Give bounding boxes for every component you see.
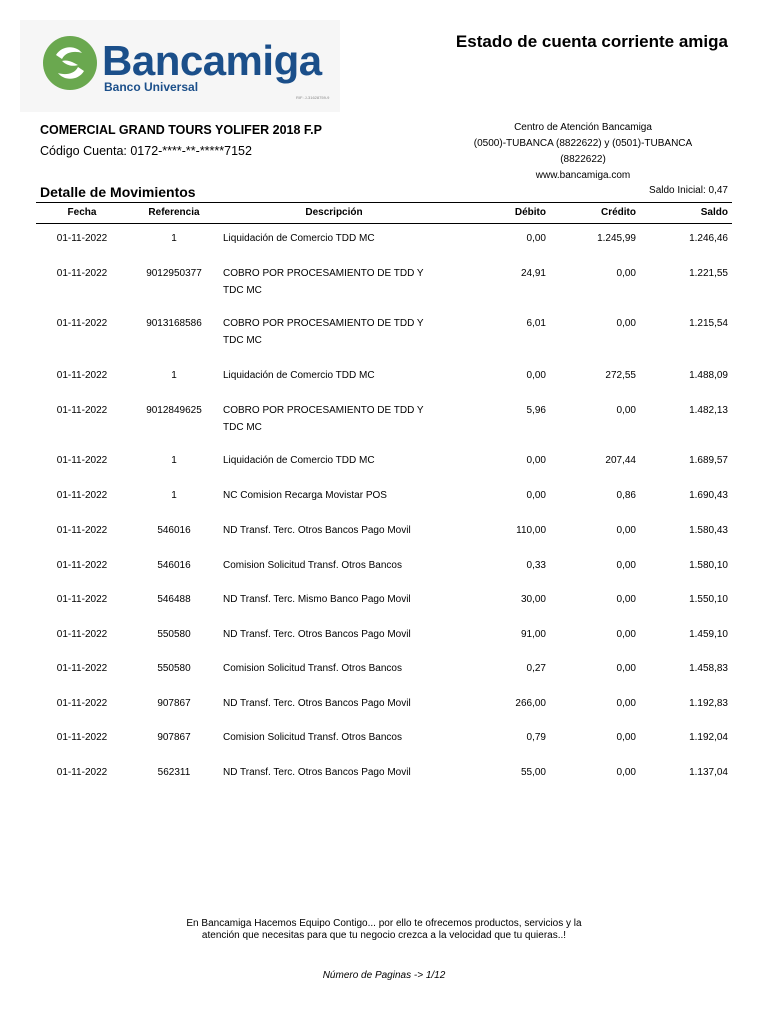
row-credito: 0,86 bbox=[616, 490, 636, 501]
row-saldo: 1.580,10 bbox=[689, 560, 728, 571]
row-saldo: 1.482,13 bbox=[689, 405, 728, 416]
contact-center: Centro de Atención Bancamiga bbox=[514, 122, 652, 133]
client-name: COMERCIAL GRAND TOURS YOLIFER 2018 F.P bbox=[40, 123, 322, 137]
footer-message: En Bancamiga Hacemos Equipo Contigo... por ello te ofrecemos productos, servicios y la atención que necesitas para que tu negocio crezca a la velocidad que tu quieras..! bbox=[186, 918, 582, 941]
row-fecha: 01-11-2022 bbox=[56, 594, 108, 605]
row-saldo: 1.459,10 bbox=[689, 629, 728, 640]
row-debito: 6,01 bbox=[526, 318, 546, 329]
row-fecha: 01-11-2022 bbox=[56, 663, 108, 674]
row-fecha: 01-11-2022 bbox=[56, 629, 108, 640]
row-saldo: 1.690,43 bbox=[689, 490, 728, 501]
row-referencia: 562311 bbox=[157, 767, 191, 778]
bank-logo-icon bbox=[42, 35, 98, 91]
header-debito: Débito bbox=[514, 207, 546, 218]
row-fecha: 01-11-2022 bbox=[56, 233, 108, 244]
row-referencia: 9013168586 bbox=[146, 318, 202, 329]
row-referencia: 907867 bbox=[157, 698, 191, 709]
row-credito: 0,00 bbox=[616, 594, 636, 605]
row-descripcion: Comision Solicitud Transf. Otros Bancos bbox=[223, 663, 402, 674]
row-credito: 0,00 bbox=[616, 732, 636, 743]
movements-title: Detalle de Movimientos bbox=[40, 184, 196, 200]
row-saldo: 1.458,83 bbox=[689, 663, 728, 674]
row-fecha: 01-11-2022 bbox=[56, 318, 108, 329]
header-saldo: Saldo bbox=[700, 207, 728, 218]
row-saldo: 1.550,10 bbox=[689, 594, 728, 605]
row-referencia: 550580 bbox=[157, 629, 191, 640]
row-referencia: 9012950377 bbox=[146, 268, 202, 279]
row-debito: 24,91 bbox=[520, 268, 546, 279]
row-debito: 5,96 bbox=[526, 405, 546, 416]
row-debito: 110,00 bbox=[516, 525, 546, 536]
row-descripcion: Comision Solicitud Transf. Otros Bancos bbox=[223, 560, 402, 571]
row-descripcion: ND Transf. Terc. Mismo Banco Pago Movil bbox=[223, 594, 411, 605]
row-descripcion: ND Transf. Terc. Otros Bancos Pago Movil bbox=[223, 525, 411, 536]
row-debito: 30,00 bbox=[520, 594, 546, 605]
row-referencia: 546488 bbox=[157, 594, 191, 605]
row-fecha: 01-11-2022 bbox=[56, 490, 108, 501]
bank-logo-fineprint: RIF: J-31628759-9 bbox=[296, 95, 330, 100]
row-descripcion: Liquidación de Comercio TDD MC bbox=[223, 233, 375, 244]
row-descripcion: COBRO POR PROCESAMIENTO DE TDD Y TDC MC bbox=[223, 405, 424, 433]
row-saldo: 1.192,83 bbox=[689, 698, 728, 709]
row-credito: 0,00 bbox=[616, 629, 636, 640]
row-descripcion: Liquidación de Comercio TDD MC bbox=[223, 370, 375, 381]
row-debito: 91,00 bbox=[520, 629, 546, 640]
row-saldo: 1.137,04 bbox=[689, 767, 728, 778]
document-title: Estado de cuenta corriente amiga bbox=[455, 32, 728, 51]
header-descripcion: Descripción bbox=[305, 207, 363, 218]
row-descripcion: NC Comision Recarga Movistar POS bbox=[223, 490, 387, 501]
row-fecha: 01-11-2022 bbox=[56, 767, 108, 778]
bank-logo-name: Bancamiga bbox=[102, 37, 322, 84]
row-credito: 0,00 bbox=[616, 698, 636, 709]
row-credito: 0,00 bbox=[616, 268, 636, 279]
row-credito: 1.245,99 bbox=[597, 233, 636, 244]
row-saldo: 1.246,46 bbox=[689, 233, 728, 244]
bank-logo bbox=[20, 20, 340, 112]
row-debito: 0,00 bbox=[526, 490, 546, 501]
row-saldo: 1.215,54 bbox=[689, 318, 728, 329]
row-fecha: 01-11-2022 bbox=[56, 732, 108, 743]
row-referencia: 907867 bbox=[157, 732, 191, 743]
row-debito: 55,00 bbox=[520, 767, 546, 778]
row-credito: 0,00 bbox=[616, 663, 636, 674]
row-referencia: 1 bbox=[171, 455, 177, 466]
row-fecha: 01-11-2022 bbox=[56, 405, 108, 416]
row-debito: 266,00 bbox=[515, 698, 546, 709]
row-descripcion: Liquidación de Comercio TDD MC bbox=[223, 455, 375, 466]
page-number: Número de Paginas -> 1/12 bbox=[322, 970, 446, 981]
row-referencia: 546016 bbox=[157, 560, 191, 571]
row-referencia: 1 bbox=[171, 233, 177, 244]
row-credito: 0,00 bbox=[616, 525, 636, 536]
row-descripcion: ND Transf. Terc. Otros Bancos Pago Movil bbox=[223, 698, 411, 709]
row-fecha: 01-11-2022 bbox=[56, 455, 108, 466]
row-referencia: 546016 bbox=[157, 525, 191, 536]
row-credito: 0,00 bbox=[616, 405, 636, 416]
row-debito: 0,00 bbox=[526, 370, 546, 381]
row-fecha: 01-11-2022 bbox=[56, 698, 108, 709]
row-referencia: 1 bbox=[171, 490, 177, 501]
opening-balance: Saldo Inicial: 0,47 bbox=[649, 185, 728, 196]
row-credito: 207,44 bbox=[605, 455, 636, 466]
movements-table-header bbox=[36, 202, 732, 224]
row-referencia: 9012849625 bbox=[146, 405, 202, 416]
row-descripcion: COBRO POR PROCESAMIENTO DE TDD Y TDC MC bbox=[223, 268, 424, 296]
row-debito: 0,33 bbox=[526, 560, 546, 571]
row-referencia: 1 bbox=[171, 370, 177, 381]
row-saldo: 1.192,04 bbox=[689, 732, 728, 743]
row-descripcion: Comision Solicitud Transf. Otros Bancos bbox=[223, 732, 402, 743]
row-saldo: 1.221,55 bbox=[689, 268, 728, 279]
header-referencia: Referencia bbox=[148, 207, 200, 218]
bank-logo-subtitle: Banco Universal bbox=[104, 80, 199, 94]
header-fecha: Fecha bbox=[67, 207, 97, 218]
row-credito: 272,55 bbox=[605, 370, 636, 381]
row-credito: 0,00 bbox=[616, 318, 636, 329]
row-fecha: 01-11-2022 bbox=[56, 560, 108, 571]
row-credito: 0,00 bbox=[616, 767, 636, 778]
contact-info bbox=[452, 120, 714, 184]
row-saldo: 1.689,57 bbox=[689, 455, 728, 466]
row-fecha: 01-11-2022 bbox=[56, 525, 108, 536]
header-credito: Crédito bbox=[601, 207, 636, 218]
account-code: Código Cuenta: 0172-****-**-*****7152 bbox=[40, 144, 252, 158]
contact-web: www.bancamiga.com bbox=[535, 170, 631, 181]
row-credito: 0,00 bbox=[616, 560, 636, 571]
row-saldo: 1.580,43 bbox=[689, 525, 728, 536]
row-referencia: 550580 bbox=[157, 663, 191, 674]
row-debito: 0,00 bbox=[526, 233, 546, 244]
row-descripcion: ND Transf. Terc. Otros Bancos Pago Movil bbox=[223, 629, 411, 640]
row-saldo: 1.488,09 bbox=[689, 370, 728, 381]
row-debito: 0,00 bbox=[526, 455, 546, 466]
row-descripcion: ND Transf. Terc. Otros Bancos Pago Movil bbox=[223, 767, 411, 778]
row-fecha: 01-11-2022 bbox=[56, 268, 108, 279]
row-debito: 0,79 bbox=[526, 732, 546, 743]
row-debito: 0,27 bbox=[526, 663, 546, 674]
row-fecha: 01-11-2022 bbox=[56, 370, 108, 381]
row-descripcion: COBRO POR PROCESAMIENTO DE TDD Y TDC MC bbox=[223, 318, 424, 346]
contact-phones: (0500)-TUBANCA (8822622) y (0501)-TUBANCA (8822622) bbox=[473, 138, 693, 165]
